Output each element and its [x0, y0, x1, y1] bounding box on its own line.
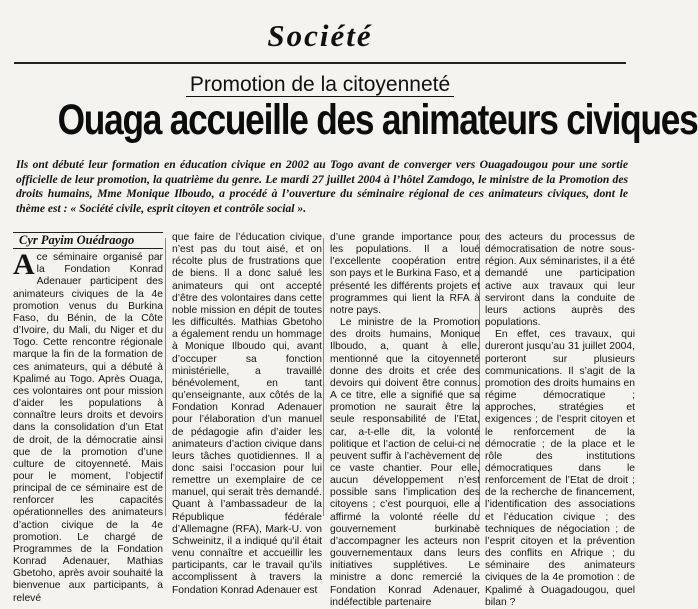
paragraph-text: ce séminaire organisé par la Fondation Konrad Adenauer participent des animateurs civiques de la 4e promotion venus du Burkina Faso, du Bénin, de la Côte d’Ivoire, du Mali, du Niger et du Togo. Cette rencontre régionale marque la fin de la formation de ces animateurs, qui a débuté à Kpalimé au Togo. Après Ouaga, ces volontaires ont pour mission d’aider les populations à connaître leurs droits et devoirs dans la consolidation d’un Etat de droit, de la démocratie ainsi que de la promotion d’une culture de citoyenneté. Mais pour le moment, l’objectif principal de ce séminaire est de renforcer les capacités opérationnelles des animateurs d’action civique de la 4e promotion. Le chargé de Programmes de la Fondation Konrad Adenauer, Mathias Gbetoho, après avoir souhaité la bienvenue aux participants, a relevé	[13, 252, 163, 604]
byline: Cyr Payim Ouédraogo	[13, 232, 163, 249]
kicker-text: Promotion de la citoyenneté	[186, 73, 454, 97]
section-title: Société	[267, 18, 373, 53]
article-body	[0, 232, 640, 608]
paragraph: d’une grande importance pour les populations. Il a loué l’excellente coopération entre son pays et le Burkina Faso, et a présenté les différents projets et programmes qui lient la RFA à notre pays.	[330, 232, 480, 316]
article-column-4	[485, 232, 635, 608]
article-column-1	[13, 232, 163, 604]
paragraph: des acteurs du processus de démocratisation de notre sous-région. Aux séminaristes, il a été demandé une participation active aux travaux qui leur serviront dans la conduite de leurs actions auprès des populations.	[485, 232, 635, 329]
headline: Ouaga accueille des animateurs civiques	[57, 96, 698, 144]
lead-paragraph: Ils ont débuté leur formation en éducation civique en 2002 au Togo avant de converger vers Ouagadougou pour une sortie officielle de leur promotion, la quatrième du genre. Le mardi 27 juillet 2004 à l’hôtel Zamdogo, le ministre de la Promotion des droits humains, Mme Monique Ilboudo, a procédé à l’ouverture du séminaire régional de ces animateurs civiques, dont le thème est : « Société civile, esprit citoyen et contrôle social ».	[16, 158, 628, 215]
paragraph: Le ministre de la Promotion des droits humains, Monique Ilboudo, a, quant à elle, mentionné que la citoyenneté donne des droits et crée des devoirs qui doivent être connus. A ce titre, elle a signifié que sa promotion ne saurait être la seule responsabilité de l’Etat, car, a-t-elle dit, la volonté politique et l’action de celui-ci ne peuvent suffir à l’achèvement de ce vaste chantier. Pour elle, aucun développement n’est possible sans l’implication des citoyens ; c’est pourquoi, elle a affirmé la volonté réelle du gouvernement burkinabè d’accompagner les acteurs non gouvernementaux dans leurs initiatives supplétives. Le ministre a donc remercié la Fondation Konrad Adenauer, indéfectible partenaire	[330, 317, 480, 608]
paragraph	[13, 248, 163, 605]
paragraph: que faire de l’éducation civique n’est pas du tout aisé, et on récolte plus de frustrations que de biens. Il a donc salué les animateurs qui ont accepté d’être des volontaires dans cette noble mission en dépit de toutes les difficultés. Mathias Gbetoho a également rendu un hommage à Monique Ilboudo qui, avant d’occuper sa fonction ministérielle, a travaillé bénévolement, en tant qu’enseignante, aux côtés de la Fondation Konrad Adenauer pour l’élaboration d’un manuel de pédagogie afin d’aider les animateurs d’action civique dans leurs tâches quotidiennes. Il a donc saisi l’occasion pour lui remettre un exemplaire de ce manuel, qui serait très demandé. Quant à l’ambassadeur de la République fédérale d’Allemagne (RFA), Mark-U. von Schweinitz, il a indiqué qu’il était venu connaître et accueillir les participants, car le travail qu’ils accomplissent à travers la Fondation Konrad Adenauer est	[172, 232, 322, 596]
kicker	[0, 73, 640, 97]
drop-cap: A	[13, 248, 35, 282]
paragraph: En effet, ces travaux, qui dureront jusqu’au 31 juillet 2004, porteront sur plusieurs communications. Il s’agit de la promotion des droits humains en régime démocratique ; approches, stratégies et exigences ; de l’esprit citoyen et le renforcement de la démocratie ; de la place et le rôle des institutions démocratiques dans le renforcement de l’Etat de droit ; de la recherche de financement, l’identification des associations et l’éducation civique ; des techniques de négociation ; de l’esprit citoyen et la prévention des conflits en Afrique ; du séminaire des animateurs civiques de la 4e promotion : de Kpalimé à Ouagadougou, quel bilan ?	[485, 329, 635, 608]
section-rule	[14, 62, 626, 64]
article-column-3	[330, 232, 480, 608]
article-column-2	[172, 232, 322, 596]
